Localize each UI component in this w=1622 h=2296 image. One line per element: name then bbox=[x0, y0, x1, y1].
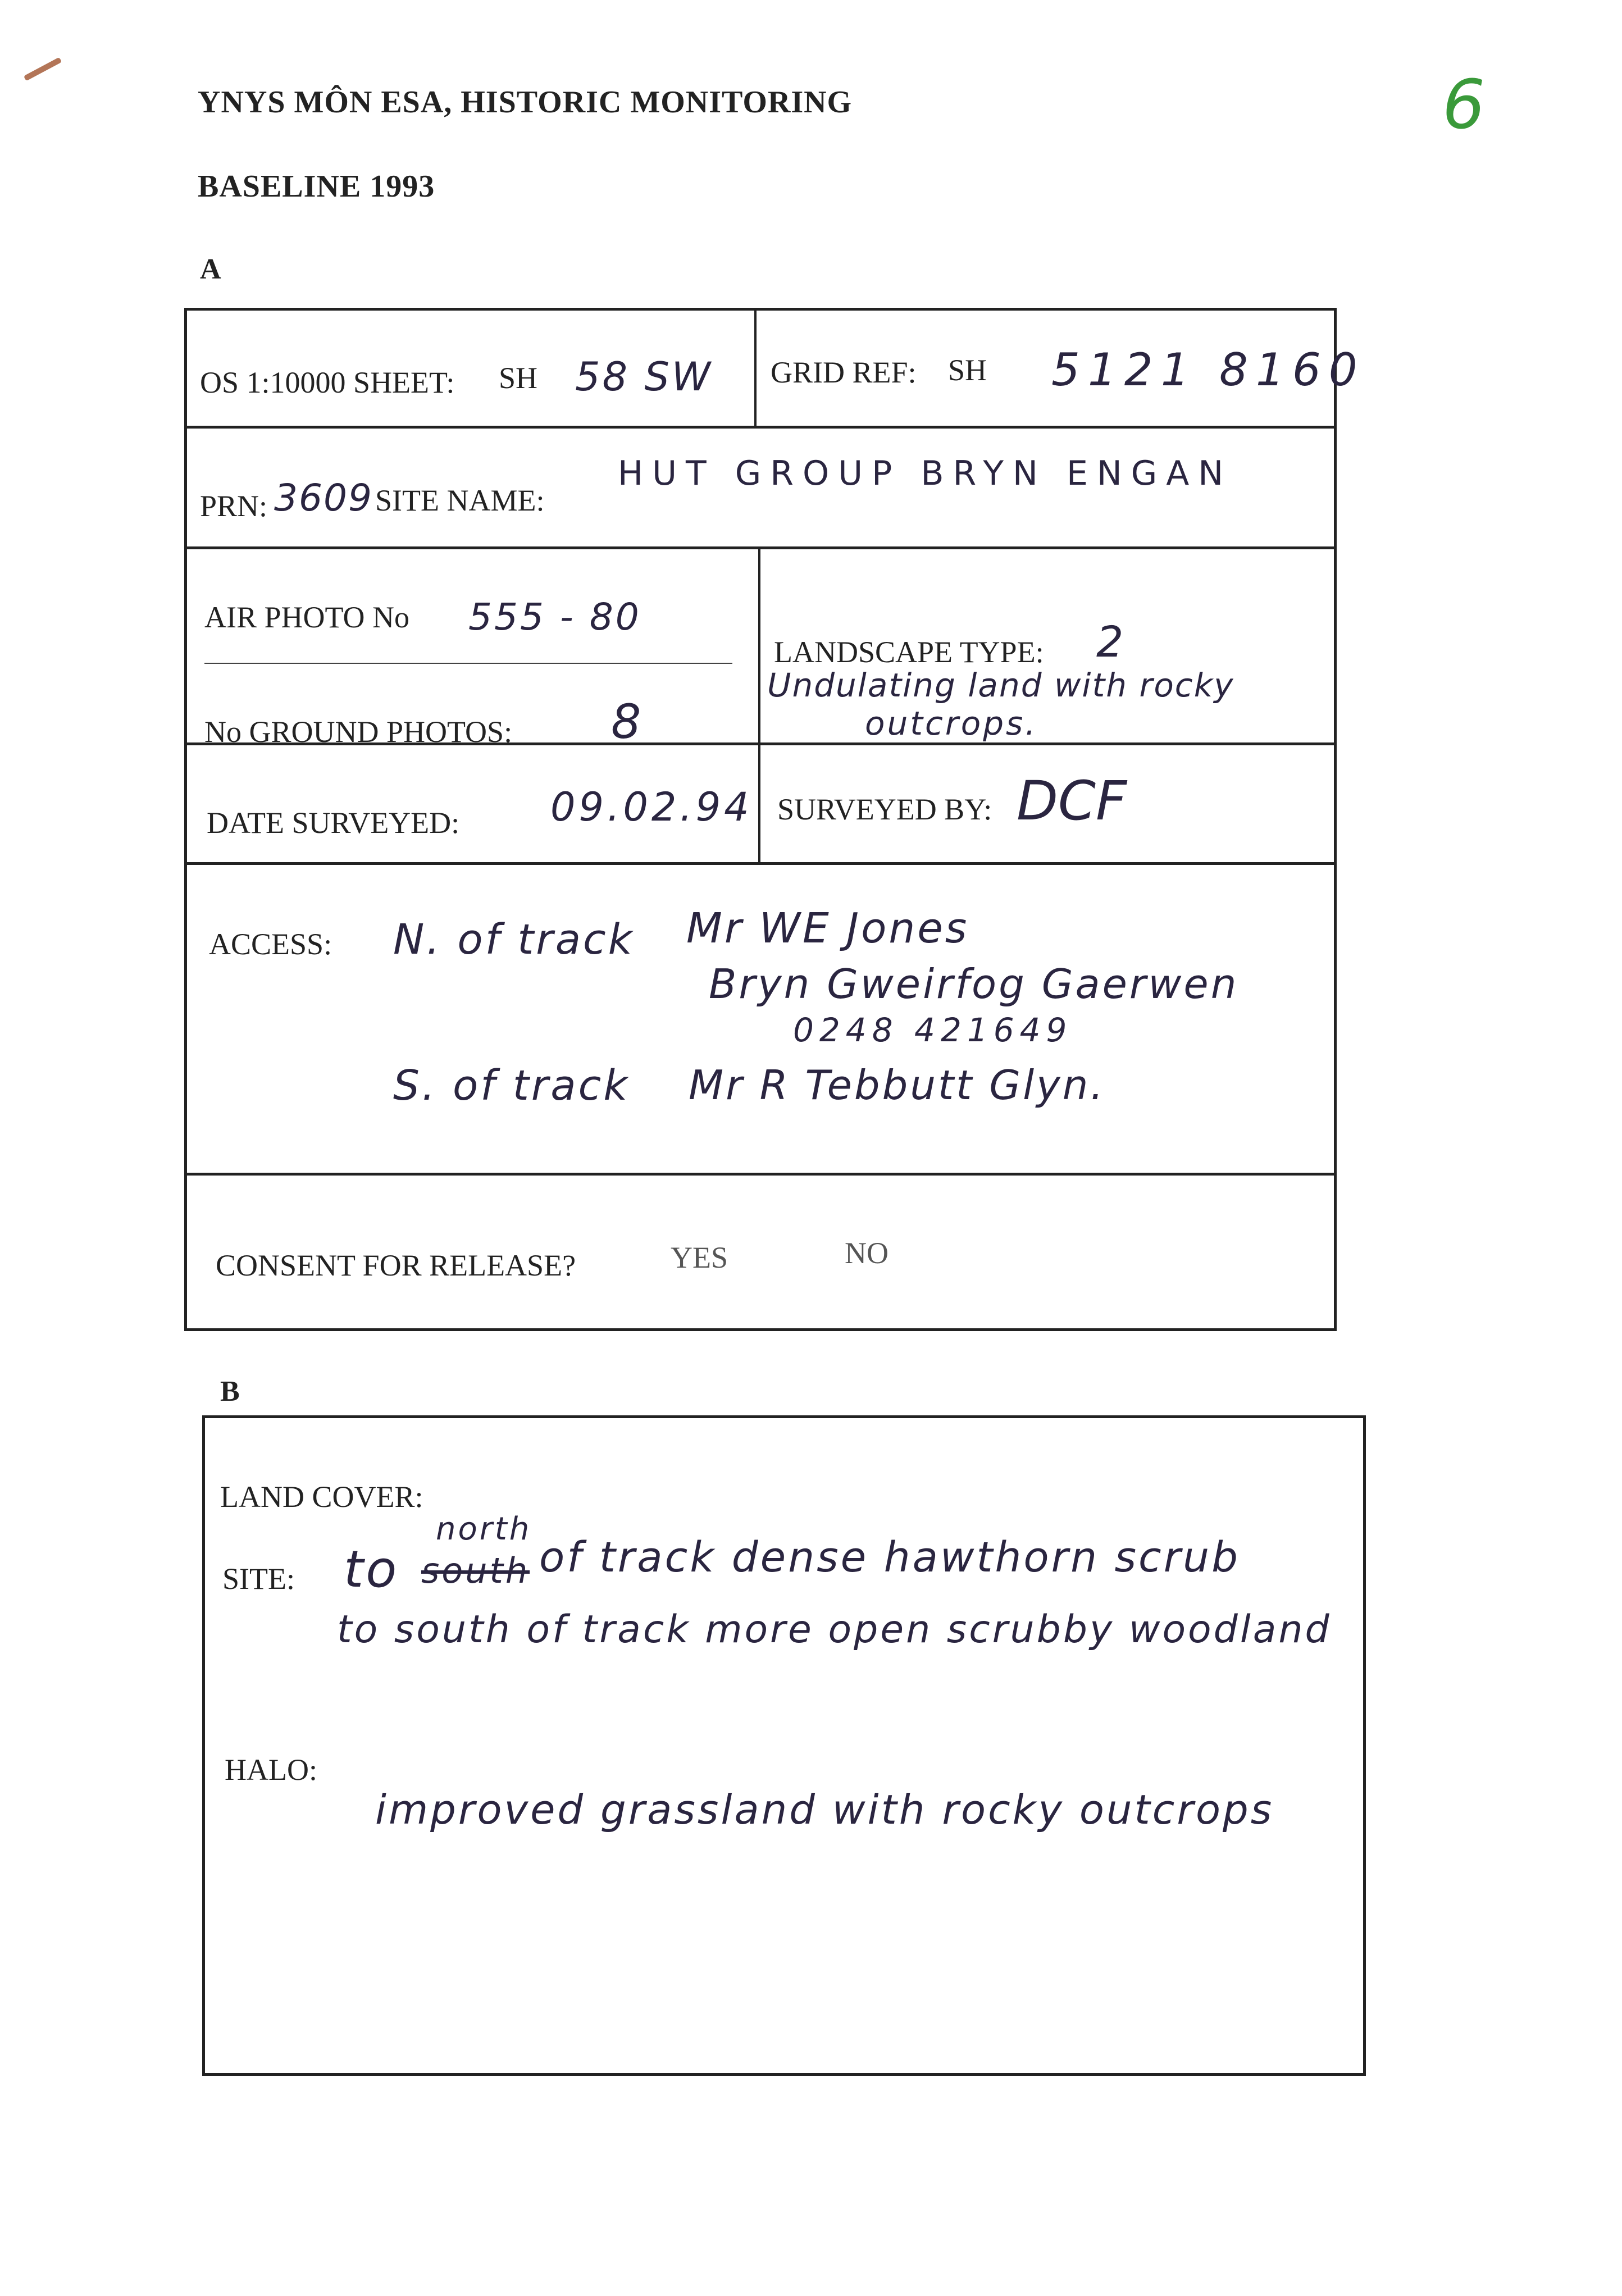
access-line1-right: Mr WE Jones bbox=[686, 904, 969, 953]
access-line3: 0248 421649 bbox=[793, 1011, 1073, 1049]
site-line1: of track dense hawthorn scrub bbox=[539, 1533, 1241, 1582]
landscape-type-label: LANDSCAPE TYPE: bbox=[774, 635, 1044, 669]
column-divider bbox=[754, 308, 757, 426]
row-divider bbox=[184, 1173, 1337, 1176]
row-divider bbox=[184, 546, 1337, 549]
site-inserted-word: north bbox=[436, 1511, 532, 1547]
landscape-type-description-line1: Undulating land with rocky bbox=[767, 666, 1234, 704]
site-line2: to south of track more open scrubby woodland bbox=[337, 1607, 1332, 1652]
consent-yes-option[interactable]: YES bbox=[671, 1241, 728, 1274]
access-line4-left: S. of track bbox=[393, 1062, 630, 1110]
staple-mark bbox=[24, 57, 62, 81]
site-name-value: HUT GROUP BRYN ENGAN bbox=[618, 454, 1233, 493]
surveyed-by-value: DCF bbox=[1017, 769, 1127, 832]
site-struck-word: south bbox=[421, 1550, 530, 1591]
os-sheet-label: OS 1:10000 SHEET: bbox=[200, 366, 455, 399]
air-photo-label: AIR PHOTO No bbox=[204, 600, 410, 634]
section-a-letter: A bbox=[200, 253, 221, 285]
consent-label: CONSENT FOR RELEASE? bbox=[216, 1249, 576, 1282]
date-surveyed-value: 09.02.94 bbox=[550, 784, 753, 830]
page-title: YNYS MÔN ESA, HISTORIC MONITORING bbox=[198, 85, 853, 120]
ground-photos-value: 8 bbox=[611, 694, 644, 749]
os-sheet-value: 58 SW bbox=[575, 354, 713, 400]
site-to: to bbox=[344, 1540, 399, 1599]
landscape-type-description-line2: outcrops. bbox=[865, 704, 1038, 742]
date-surveyed-label: DATE SURVEYED: bbox=[207, 806, 460, 840]
page-number: 6 bbox=[1442, 66, 1486, 144]
row-divider bbox=[184, 862, 1337, 865]
halo-label: HALO: bbox=[225, 1753, 317, 1787]
halo-value: improved grassland with rocky outcrops bbox=[375, 1786, 1274, 1833]
prn-label: PRN: bbox=[200, 489, 268, 523]
column-divider bbox=[758, 546, 760, 862]
access-label: ACCESS: bbox=[209, 927, 332, 961]
os-sheet-prefix: SH bbox=[499, 361, 538, 395]
land-cover-label: LAND COVER: bbox=[220, 1480, 423, 1514]
section-b-form bbox=[202, 1415, 1366, 2076]
air-photo-value: 555 - 80 bbox=[468, 595, 641, 639]
grid-ref-value: 5121 8160 bbox=[1051, 344, 1365, 396]
grid-ref-label: GRID REF: bbox=[771, 356, 917, 389]
prn-value: 3609 bbox=[274, 476, 373, 520]
landscape-type-value: 2 bbox=[1096, 617, 1126, 667]
surveyed-by-label: SURVEYED BY: bbox=[777, 792, 992, 826]
section-b-letter: B bbox=[220, 1375, 240, 1407]
site-name-label: SITE NAME: bbox=[375, 484, 545, 517]
access-line1-left: N. of track bbox=[393, 915, 635, 964]
ground-photos-label: No GROUND PHOTOS: bbox=[204, 715, 513, 749]
air-photo-underline bbox=[204, 663, 732, 664]
consent-no-option[interactable]: NO bbox=[845, 1236, 889, 1270]
row-divider bbox=[184, 426, 1337, 429]
page-subtitle: BASELINE 1993 bbox=[198, 169, 435, 204]
access-line2: Bryn Gweirfog Gaerwen bbox=[709, 960, 1239, 1008]
site-label: SITE: bbox=[222, 1562, 295, 1596]
grid-ref-prefix: SH bbox=[948, 353, 987, 387]
access-line4-right: Mr R Tebbutt Glyn. bbox=[689, 1062, 1106, 1109]
